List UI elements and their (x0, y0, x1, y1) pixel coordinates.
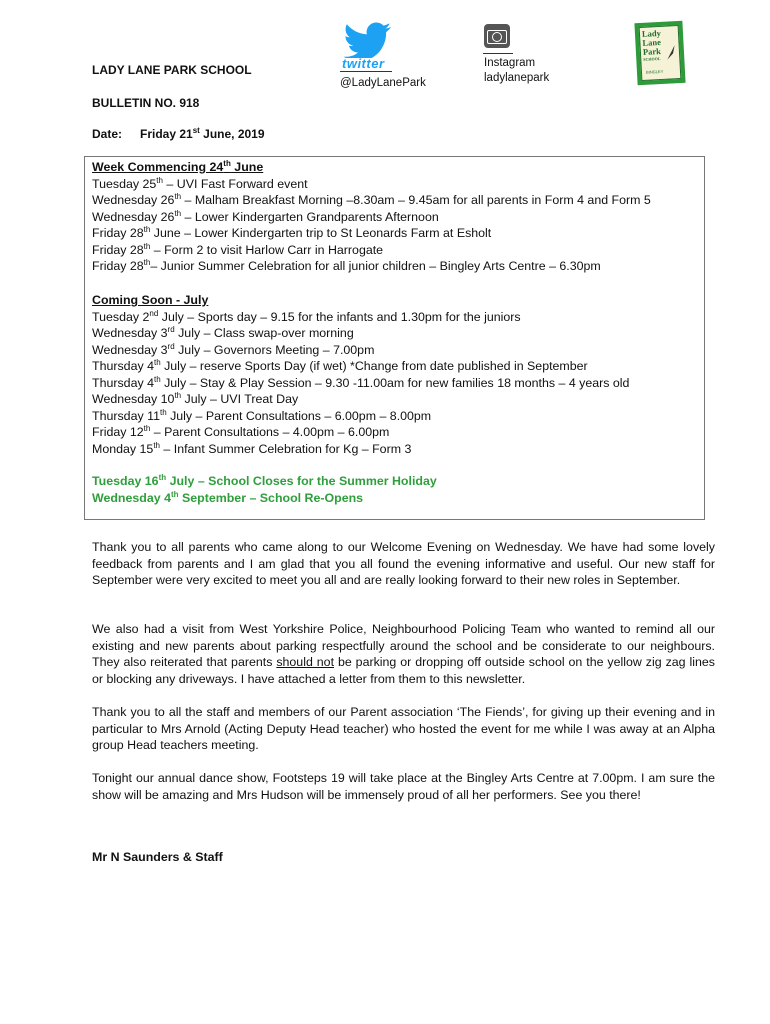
event-item: Friday 28th – Form 2 to visit Harlow Carr in Harrogate (92, 241, 384, 257)
event-item: Friday 28th June – Lower Kindergarten trip to St Leonards Farm at Esholt (92, 224, 492, 240)
twitter-divider (340, 71, 392, 72)
event-item: Thursday 4th July – reserve Sports Day (if wet) *Change from date published in September (92, 357, 588, 373)
paragraph-parent-association: Thank you to all the staff and members of our Parent association ‘The Fiends’, for giving up their evening and in particular to Mrs Arnold (Acting Deputy Head teacher) who hosted the event for me while I was away at an Alpha group Head teachers meeting. (92, 705, 715, 753)
coming-list (92, 309, 629, 458)
week-list (92, 176, 651, 275)
instagram-divider (483, 53, 513, 54)
logo-word-school: SCHOOL (643, 55, 661, 62)
camera-icon[interactable] (484, 24, 510, 48)
event-item: Friday 12th – Parent Consultations – 4.00pm – 6.00pm (92, 423, 390, 439)
logo-word-lady: Lady (641, 27, 662, 39)
event-item: Tuesday 25th – UVI Fast Forward event (92, 175, 308, 191)
feather-icon (665, 44, 678, 61)
event-item: Thursday 4th July – Stay & Play Session – 9.30 -11.00am for new families 18 months – 4 years old (92, 374, 630, 390)
date-value: Friday 21st June, 2019 (140, 126, 265, 141)
logo-word-park: Park (642, 45, 662, 57)
logo-inner-panel (639, 25, 682, 81)
school-logo (634, 21, 685, 85)
highlight-list (92, 473, 629, 506)
logo-word-bingley: BINGLEY (645, 68, 664, 75)
date-label: Date: (92, 127, 123, 141)
event-item: Thursday 11th July – Parent Consultations – 6.00pm – 8.00pm (92, 407, 432, 423)
event-item: Friday 28th– Junior Summer Celebration for all junior children – Bingley Arts Centre – 6.30pm (92, 257, 601, 273)
event-item: Wednesday 26th – Lower Kindergarten Grandparents Afternoon (92, 208, 439, 224)
event-item: Wednesday 4th September – School Re-Opens (92, 489, 364, 505)
instagram-handle[interactable]: ladylanepark (484, 72, 550, 84)
coming-section (92, 292, 629, 506)
twitter-handle[interactable]: @LadyLanePark (340, 77, 426, 89)
twitter-bird-icon (342, 22, 394, 58)
school-name: LADY LANE PARK SCHOOL (92, 63, 252, 77)
event-item: Monday 15th – Infant Summer Celebration for Kg – Form 3 (92, 440, 412, 456)
instagram-label: Instagram (484, 57, 536, 69)
event-item: Wednesday 3rd July – Class swap-over morning (92, 324, 354, 340)
twitter-logo[interactable] (342, 22, 394, 72)
coming-title: Coming Soon - July (92, 293, 209, 307)
event-item: Wednesday 26th – Malham Breakfast Morning –8.30am – 9.45am for all parents in Form 4 and Form 5 (92, 191, 651, 207)
paragraph-welcome-evening: Thank you to all parents who came along to our Welcome Evening on Wednesday. We have had some lovely feedback from parents and I am glad that you all found the evening informative and useful. Our new staff for September were very excited to meet you all and are really looking forward to their new roles in September. (92, 540, 715, 588)
camera-lens-icon (492, 32, 502, 42)
paragraph-police-visit: We also had a visit from West Yorkshire Police, Neighbourhood Policing Team who wanted to remind all our existing and new parents about parking respectfully around the school and be considerate to our neighbours. They also reiterated that parents should not be parking or dropping off outside school on the yellow zig zag lines or blocking any driveways. I have attached a letter from them to this newsletter. (92, 622, 715, 686)
signoff: Mr N Saunders & Staff (92, 850, 223, 864)
paragraph-dance-show: Tonight our annual dance show, Footsteps 19 will take place at the Bingley Arts Centre at 7.00pm. I am sure the show will be amazing and Mrs Hudson will be immensely proud of all her performers. See you there! (92, 771, 715, 802)
week-section (92, 159, 651, 275)
event-item: Wednesday 3rd July – Governors Meeting – 7.00pm (92, 341, 375, 357)
event-item: Wednesday 10th July – UVI Treat Day (92, 390, 299, 406)
bulletin-number: BULLETIN NO. 918 (92, 96, 200, 110)
event-item: Tuesday 2nd July – Sports day – 9.15 for the infants and 1.30pm for the juniors (92, 308, 521, 324)
logo-word-lane: Lane (642, 36, 662, 48)
event-item: Tuesday 16th July – School Closes for the Summer Holiday (92, 472, 437, 488)
twitter-wordmark: twitter (342, 56, 385, 71)
week-title: Week Commencing 24th June (92, 158, 264, 174)
